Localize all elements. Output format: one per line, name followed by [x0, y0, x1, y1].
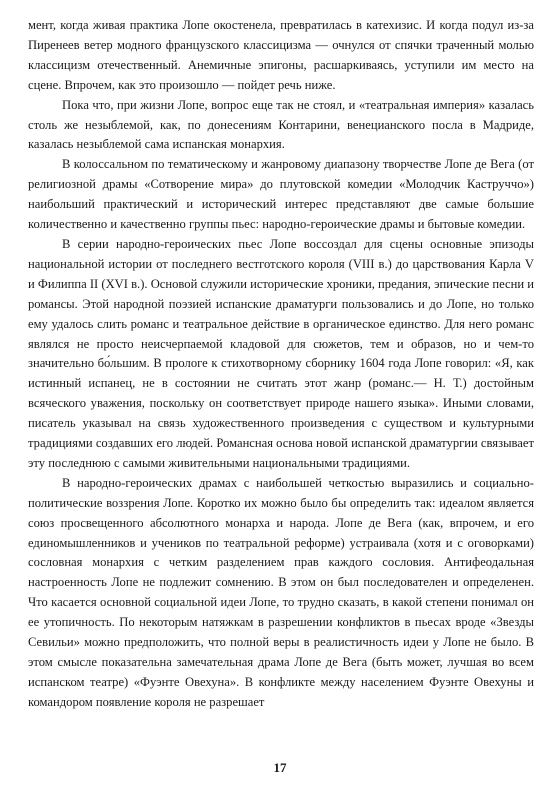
page-number: 17 [273, 760, 287, 775]
paragraph-1: мент, когда живая практика Лопе окостенела, превратилась в катехизис. И когда подул из-за Пиренеев ветер модного французского классицизма — очнулся от спячки траченный молью классицизм отечественный. Анемичные эпигоны, расшаркиваясь, уступили им место на сцене. Впрочем, как это произошло — пойдет речь ниже. [28, 18, 534, 92]
paragraph-4: В серии народно-героических пьес Лопе воссоздал для сцены основные эпизоды национальной истории от последнего вестготского короля (VIII в.) до царствования Карла V и Филиппа II (XVI в.). Основой служили исторические хроники, предания, эпические песни и романсы. Этой народной поэзией испанские драматурги пользовались и до Лопе, но только ему удалось слить романс и театральное действие в органическое единство. Для него романс являлся не просто неисчерпаемой кладовой для сюжетов, тем и образов, но и чем-то значительно бо́льшим. В прологе к стихотворному сборнику 1604 года Лопе говорил: «Я, как истинный испанец, не в состоянии не считать этот жанр (романс.— Н. Т.) достойным всяческого уважения, поскольку он соответствует природе нашего языка». Иными словами, писатель указывал на связь художественного произведения с существом и культурными традициями создавших его людей. Романсная основа новой испанской драматургии связывает эту последнюю с самыми живительными национальными традициями. [28, 236, 534, 470]
paragraph-2: Пока что, при жизни Лопе, вопрос еще так не стоял, и «театральная империя» казалась столь же незыблемой, как, по донесениям Контарини, венецианского посла в Мадриде, казалась незыблемой сама испанская монархия. [28, 97, 534, 152]
page-text-column [28, 16, 534, 713]
paragraph-3: В колоссальном по тематическому и жанровому диапазону творчестве Лопе де Вега (от религиозной драмы «Сотворение мира» до плутовской комедии «Молодчик Каструччо») наибольший практический и исторический интерес представляют две самые большие количественно и качественно группы пьес: народно-героические драмы и бытовые комедии. [28, 157, 534, 232]
paragraph-5: В народно-героических драмах с наибольшей четкостью выразились и социально-политические воззрения Лопе. Коротко их можно было бы определить так: идеалом является союз просвещенного абсолютного монарха и народа. Лопе де Вега (как, впрочем, и его единомышленников и учеников по театральной реформе) устраивала (хотя и с оговорками) сословная монархия с четким разделением прав каждого сословия. Антифеодальная настроенность Лопе не подлежит сомнению. В этом он был последователен и определенен. Что касается основной социальной идеи Лопе, то трудно сказать, в какой степени понимал он ее утопичность. По некоторым натяжкам в разрешении конфликтов в пьесах вроде «Звезды Севильи» можно предположить, что полной веры в реалистичность идеи у Лопе не было. В этом смысле показательна замечательная драма Лопе де Вега (быть может, лучшая во всем испанском театре) «Фуэнте Овехуна». В конфликте между населением Фуэнте Овехуны и командором появление короля не разрешает [28, 475, 534, 709]
